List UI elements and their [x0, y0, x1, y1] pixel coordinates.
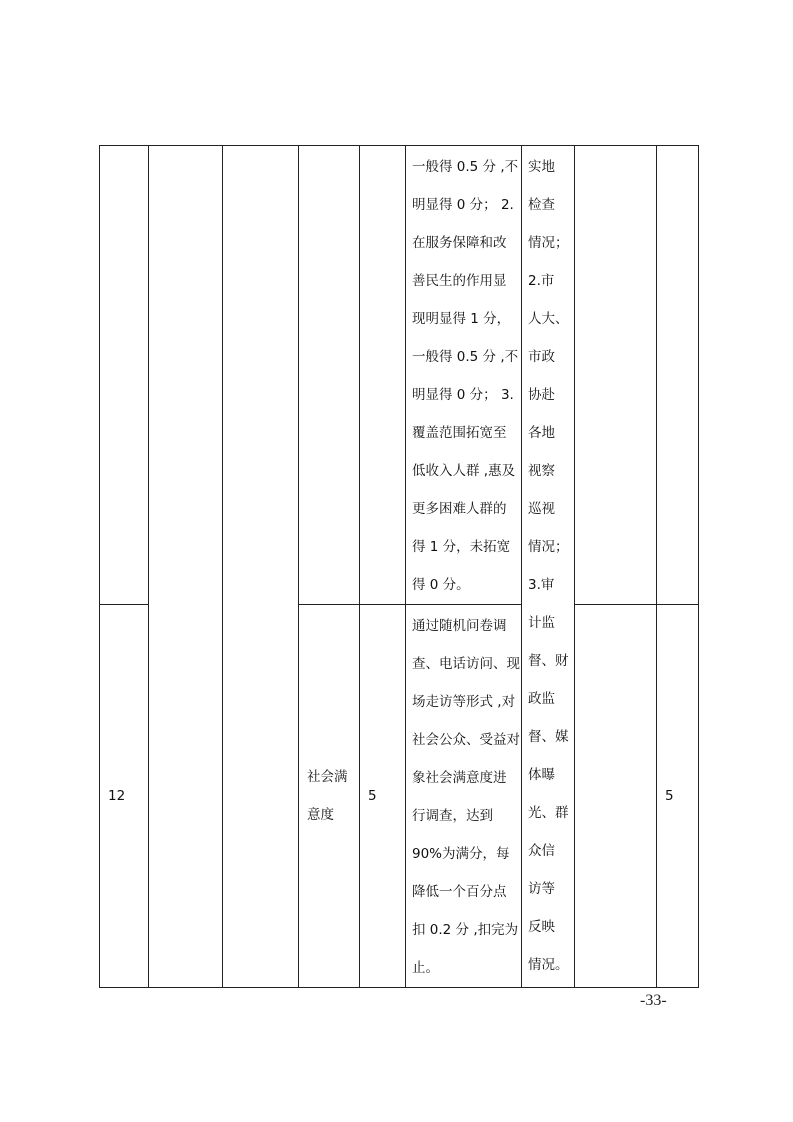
text-line: 2.市 — [528, 273, 555, 289]
remark-cell — [575, 146, 657, 605]
text-line: 各地 — [528, 425, 555, 441]
score-cell: 5 — [657, 605, 699, 988]
text-line: 行调查，达到 — [412, 808, 493, 824]
text-line: 90%为满分，每 — [412, 846, 510, 862]
text-line: 众信 — [528, 843, 555, 859]
text-line: 覆盖范围拓宽至 — [412, 425, 507, 441]
text-line: 明显得 0 分； 3. — [412, 387, 514, 403]
text-line: 体曝 — [528, 767, 555, 783]
text-line: 情况。 — [528, 957, 569, 973]
text-line: 降低一个百分点 — [412, 884, 507, 900]
score-cell — [657, 146, 699, 605]
text-line: 在服务保障和改 — [412, 235, 507, 251]
text-line: 情况； — [528, 539, 569, 555]
text-line: 社会公众、受益对 — [412, 732, 520, 748]
text-line: 市政 — [528, 349, 555, 365]
page-number: -33- — [640, 992, 667, 1009]
criteria-text — [412, 605, 521, 987]
text-line: 访等 — [528, 881, 555, 897]
indicator-name-cell — [299, 605, 360, 988]
text-line: 更多困难人群的 — [412, 501, 507, 517]
data-source-text — [528, 146, 574, 984]
criteria-cell — [406, 146, 522, 605]
text-line: 巡视 — [528, 501, 555, 517]
text-line: 检查 — [528, 197, 555, 213]
text-line: 善民生的作用显 — [412, 273, 507, 289]
level1-indicator-cell — [149, 146, 223, 988]
text-line: 人大、 — [528, 311, 569, 327]
evaluation-table — [99, 145, 699, 988]
text-line: 反映 — [528, 919, 555, 935]
table-row — [100, 146, 699, 605]
text-line: 3.审 — [528, 577, 555, 593]
text-line: 计监 — [528, 615, 555, 631]
text-line: 政监 — [528, 691, 555, 707]
text-line: 象社会满意度进 — [412, 770, 507, 786]
remark-cell — [575, 605, 657, 988]
text-line: 场走访等形式 ,对 — [412, 694, 516, 710]
weight-cell — [360, 146, 406, 605]
text-line: 意度 — [307, 807, 334, 823]
text-line: 现明显得 1 分， — [412, 311, 511, 327]
criteria-text — [412, 146, 521, 604]
text-line: 止。 — [412, 960, 439, 976]
weight-cell: 5 — [360, 605, 406, 988]
text-line: 明显得 0 分； 2. — [412, 197, 514, 213]
text-line: 协赴 — [528, 387, 555, 403]
text-line: 得 0 分。 — [412, 577, 470, 593]
text-line: 查、电话访问、现 — [412, 656, 520, 672]
index-cell: 12 — [100, 605, 149, 988]
text-line: 督、财 — [528, 653, 569, 669]
text-line: 扣 0.2 分 ,扣完为 — [412, 922, 519, 938]
index-cell — [100, 146, 149, 605]
level2-indicator-cell — [223, 146, 299, 988]
text-line: 督、媒 — [528, 729, 569, 745]
text-line: 实地 — [528, 159, 555, 175]
text-line: 一般得 0.5 分 ,不 — [412, 349, 519, 365]
criteria-cell — [406, 605, 522, 988]
text-line: 视察 — [528, 463, 555, 479]
indicator-name-text — [307, 758, 359, 834]
level3-indicator-cell — [299, 146, 360, 605]
text-line: 一般得 0.5 分 ,不 — [412, 159, 519, 175]
text-line: 低收入人群 ,惠及 — [412, 463, 516, 479]
text-line: 通过随机问卷调 — [412, 618, 507, 634]
text-line: 光、群 — [528, 805, 569, 821]
text-line: 情况； — [528, 235, 569, 251]
text-line: 得 1 分，未拓宽 — [412, 539, 511, 555]
data-source-cell — [522, 146, 575, 988]
text-line: 社会满 — [307, 769, 348, 785]
